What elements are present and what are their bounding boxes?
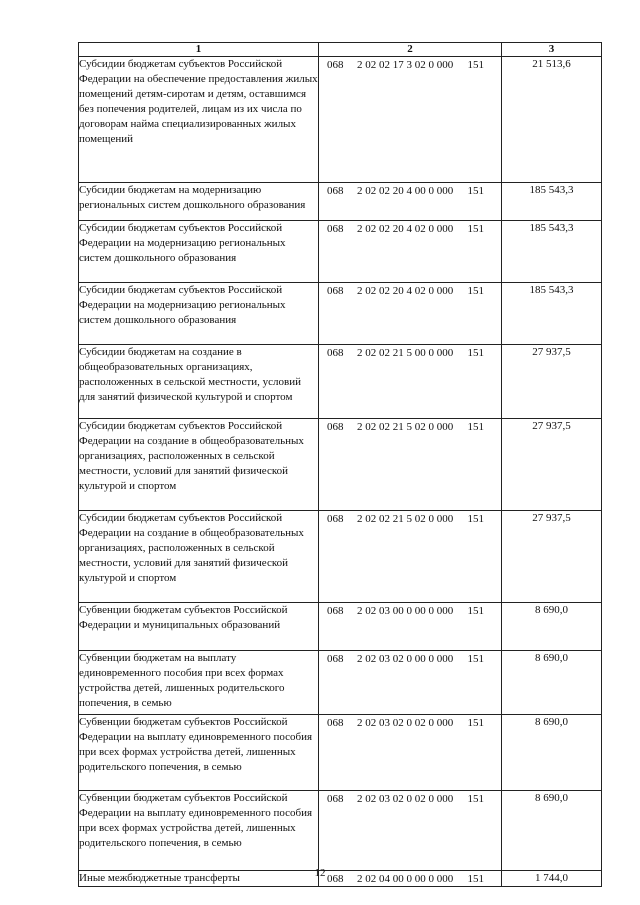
row-group-code: 151 — [467, 347, 484, 359]
table-row — [79, 603, 602, 651]
row-code — [319, 651, 502, 715]
row-group-code: 151 — [467, 513, 484, 525]
row-code — [319, 715, 502, 791]
row-admin-code: 068 — [327, 285, 344, 297]
row-group-code: 151 — [467, 59, 484, 71]
row-group-code: 151 — [467, 421, 484, 433]
header-col-1: 1 — [79, 43, 319, 57]
row-kbk: 2 02 02 20 4 02 0 000 — [357, 285, 454, 297]
row-code — [319, 57, 502, 183]
header-row — [79, 43, 602, 57]
row-amount: 27 937,5 — [502, 511, 602, 603]
row-admin-code: 068 — [327, 873, 344, 885]
row-code — [319, 283, 502, 345]
table-row — [79, 57, 602, 183]
row-kbk: 2 02 03 02 0 02 0 000 — [357, 793, 454, 805]
row-amount: 8 690,0 — [502, 715, 602, 791]
row-name: Субвенции бюджетам субъектов Российской Федерации и муниципальных образований — [79, 603, 319, 651]
row-code — [319, 511, 502, 603]
row-kbk: 2 02 03 00 0 00 0 000 — [357, 605, 454, 617]
table-body — [79, 57, 602, 887]
row-name: Субсидии бюджетам субъектов Российской Федерации на создание в общеобразовательных организациях, расположенных в сельской местности, условий для занятий физической культурой и спортом — [79, 511, 319, 603]
row-admin-code: 068 — [327, 605, 344, 617]
row-kbk: 2 02 03 02 0 00 0 000 — [357, 653, 454, 665]
table-row — [79, 791, 602, 871]
table-row — [79, 283, 602, 345]
row-code — [319, 183, 502, 221]
row-kbk: 2 02 02 21 5 00 0 000 — [357, 347, 454, 359]
row-admin-code: 068 — [327, 185, 344, 197]
row-admin-code: 068 — [327, 717, 344, 729]
table-row — [79, 511, 602, 603]
row-name: Субсидии бюджетам на создание в общеобразовательных организациях, расположенных в сельской местности, условий для занятий физической культурой и спортом — [79, 345, 319, 419]
budget-table — [78, 42, 602, 887]
row-kbk: 2 02 02 17 3 02 0 000 — [357, 59, 454, 71]
table-row — [79, 715, 602, 791]
row-group-code: 151 — [467, 717, 484, 729]
page-number: 12 — [314, 867, 326, 879]
row-admin-code: 068 — [327, 513, 344, 525]
row-kbk: 2 02 02 21 5 02 0 000 — [357, 513, 454, 525]
table-row — [79, 345, 602, 419]
row-amount: 27 937,5 — [502, 345, 602, 419]
row-amount: 21 513,6 — [502, 57, 602, 183]
row-name: Субвенции бюджетам субъектов Российской Федерации на выплату единовременного пособия при всех формах устройства детей, лишенных родительского попечения, в семью — [79, 791, 319, 871]
row-name: Субсидии бюджетам на модернизацию региональных систем дошкольного образования — [79, 183, 319, 221]
row-kbk: 2 02 04 00 0 00 0 000 — [357, 873, 454, 885]
row-amount: 185 543,3 — [502, 183, 602, 221]
row-group-code: 151 — [467, 185, 484, 197]
row-kbk: 2 02 02 20 4 00 0 000 — [357, 185, 454, 197]
row-amount: 185 543,3 — [502, 221, 602, 283]
table-row — [79, 221, 602, 283]
row-admin-code: 068 — [327, 793, 344, 805]
row-group-code: 151 — [467, 653, 484, 665]
row-kbk: 2 02 02 20 4 02 0 000 — [357, 223, 454, 235]
row-name: Субвенции бюджетам субъектов Российской Федерации на выплату единовременного пособия при всех формах устройства детей, лишенных родительского попечения, в семью — [79, 715, 319, 791]
row-code — [319, 221, 502, 283]
row-kbk: 2 02 02 21 5 02 0 000 — [357, 421, 454, 433]
row-admin-code: 068 — [327, 59, 344, 71]
row-amount: 8 690,0 — [502, 651, 602, 715]
header-col-2: 2 — [319, 43, 502, 57]
row-admin-code: 068 — [327, 421, 344, 433]
row-name: Субсидии бюджетам субъектов Российской Федерации на обеспечение предоставления жилых помещений детям-сиротам и детям, оставшимся без попечения родителей, лицам из их числа по договорам найма специализированных жилых помещений — [79, 57, 319, 183]
row-amount: 1 744,0 — [502, 871, 602, 887]
header-col-3: 3 — [502, 43, 602, 57]
row-code — [319, 419, 502, 511]
row-group-code: 151 — [467, 223, 484, 235]
row-code — [319, 345, 502, 419]
row-group-code: 151 — [467, 873, 484, 885]
row-code — [319, 603, 502, 651]
row-amount: 8 690,0 — [502, 603, 602, 651]
row-code — [319, 791, 502, 871]
row-amount: 8 690,0 — [502, 791, 602, 871]
row-admin-code: 068 — [327, 347, 344, 359]
row-amount: 27 937,5 — [502, 419, 602, 511]
row-name: Субсидии бюджетам субъектов Российской Федерации на модернизацию региональных систем дошкольного образования — [79, 283, 319, 345]
row-name: Субвенции бюджетам на выплату единовременного пособия при всех формах устройства детей, лишенных родительского попечения, в семью — [79, 651, 319, 715]
row-admin-code: 068 — [327, 653, 344, 665]
row-name: Субсидии бюджетам субъектов Российской Федерации на создание в общеобразовательных организациях, расположенных в сельской местности, условий для занятий физической культурой и спортом — [79, 419, 319, 511]
table-row — [79, 419, 602, 511]
row-admin-code: 068 — [327, 223, 344, 235]
table-row — [79, 651, 602, 715]
row-group-code: 151 — [467, 285, 484, 297]
row-group-code: 151 — [467, 793, 484, 805]
row-group-code: 151 — [467, 605, 484, 617]
row-name: Иные межбюджетные трансферты — [79, 871, 319, 887]
row-kbk: 2 02 03 02 0 02 0 000 — [357, 717, 454, 729]
table-row — [79, 183, 602, 221]
row-amount: 185 543,3 — [502, 283, 602, 345]
row-name: Субсидии бюджетам субъектов Российской Федерации на модернизацию региональных систем дошкольного образования — [79, 221, 319, 283]
